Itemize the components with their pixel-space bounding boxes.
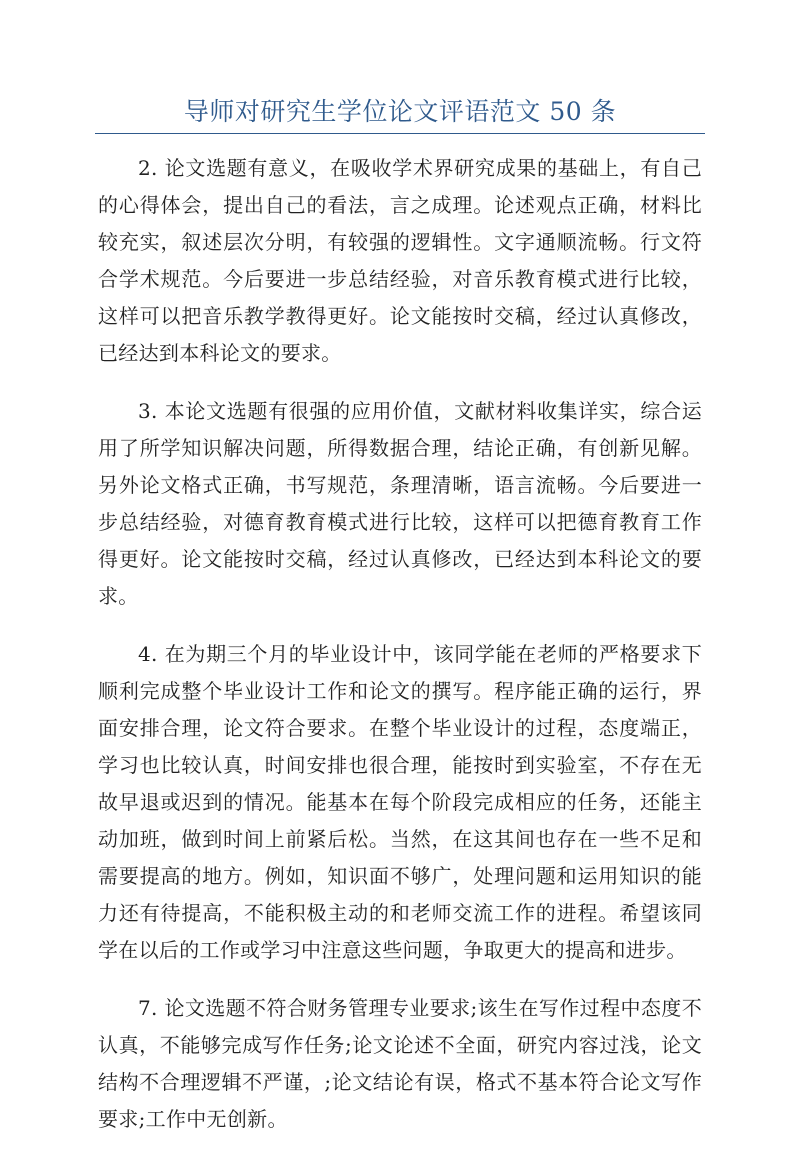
document-body: [98, 150, 702, 1159]
page-title: 导师对研究生学位论文评语范文 50 条: [183, 97, 617, 126]
paragraph-2: 2. 论文选题有意义，在吸收学术界研究成果的基础上，有自己的心得体会，提出自己的看法，言之成理。论述观点正确，材料比较充实，叙述层次分明，有较强的逻辑性。文字通顺流畅。行文符合学术规范。今后要进一步总结经验，对音乐教育模式进行比较，这样可以把音乐教学教得更好。论文能按时交稿，经过认真修改，已经达到本科论文的要求。: [98, 156, 702, 365]
paragraph-4: 4. 在为期三个月的毕业设计中，该同学能在老师的严格要求下顺利完成整个毕业设计工作和论文的撰写。程序能正确的运行，界面安排合理，论文符合要求。在整个毕业设计的过程，态度端正，学习也比较认真，时间安排也很合理，能按时到实验室，不存在无故早退或迟到的情况。能基本在每个阶段完成相应的任务，还能主动加班，做到时间上前紧后松。当然，在这其间也存在一些不足和需要提高的地方。例如，知识面不够广，处理问题和运用知识的能力还有待提高，不能积极主动的和老师交流工作的进程。希望该同学在以后的工作或学习中注意这些问题，争取更大的提高和进步。: [98, 642, 702, 962]
paragraph-7: 7. 论文选题不符合财务管理专业要求;该生在写作过程中态度不认真，不能够完成写作任务;论文论述不全面，研究内容过浅，论文结构不合理逻辑不严谨，;论文结论有误，格式不基本符合论文写作要求;工作中无创新。: [98, 996, 702, 1131]
title-divider: [95, 133, 705, 134]
paragraph-3: 3. 本论文选题有很强的应用价值，文献材料收集详实，综合运用了所学知识解决问题，所得数据合理，结论正确，有创新见解。另外论文格式正确，书写规范，条理清晰，语言流畅。今后要进一步总结经验，对德育教育模式进行比较，这样可以把德育教育工作得更好。论文能按时交稿，经过认真修改，已经达到本科论文的要求。: [98, 399, 702, 608]
